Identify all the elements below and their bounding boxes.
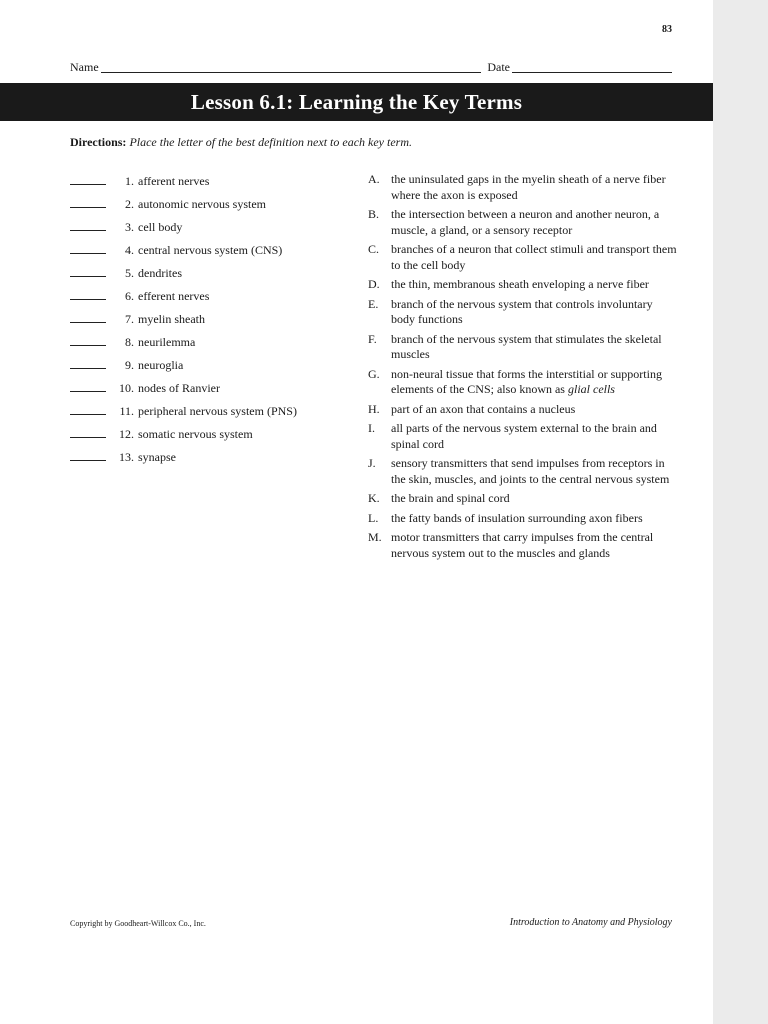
definition-letter: M. bbox=[368, 530, 382, 544]
key-terms-list bbox=[70, 174, 350, 473]
answer-blank[interactable] bbox=[70, 335, 106, 346]
definition-text bbox=[391, 402, 678, 418]
term-item bbox=[70, 243, 350, 266]
term-text: myelin sheath bbox=[138, 312, 205, 326]
term-text: afferent nerves bbox=[138, 174, 210, 188]
definition-body: motor transmitters that carry impulses from the central nervous system out to the muscles and glands bbox=[391, 530, 654, 560]
definition-item bbox=[368, 332, 678, 363]
term-item bbox=[70, 450, 350, 473]
answer-blank[interactable] bbox=[70, 174, 106, 185]
book-title: Introduction to Anatomy and Physiology bbox=[509, 917, 672, 928]
term-text: neurilemma bbox=[138, 335, 196, 349]
term-item bbox=[70, 197, 350, 220]
directions bbox=[70, 135, 670, 150]
term-text: neuroglia bbox=[138, 358, 184, 372]
term-number: 10. bbox=[119, 381, 134, 395]
term-item bbox=[70, 289, 350, 312]
term-text: peripheral nervous system (PNS) bbox=[138, 404, 297, 418]
definition-letter: G. bbox=[368, 366, 380, 381]
definition-text bbox=[391, 332, 678, 363]
definition-text bbox=[391, 277, 678, 293]
answer-blank[interactable] bbox=[70, 197, 106, 208]
title-bar bbox=[0, 83, 713, 121]
term-item bbox=[70, 335, 350, 358]
answer-blank[interactable] bbox=[70, 427, 106, 438]
definition-body: sensory transmitters that send impulses from receptors in the skin, muscles, and joints to the central nervous system bbox=[391, 456, 670, 486]
term-item bbox=[70, 381, 350, 404]
term-number: 9. bbox=[125, 358, 134, 372]
term-item bbox=[70, 358, 350, 381]
answer-blank[interactable] bbox=[70, 358, 106, 369]
answer-blank[interactable] bbox=[70, 404, 106, 415]
name-label: Name bbox=[70, 60, 99, 74]
definition-item bbox=[368, 242, 678, 273]
term-item bbox=[70, 174, 350, 197]
term-number: 3. bbox=[125, 220, 134, 234]
definition-body: the fatty bands of insulation surrounding axon fibers bbox=[391, 510, 643, 525]
term-number: 7. bbox=[125, 312, 134, 326]
term-item bbox=[70, 266, 350, 289]
date-label: Date bbox=[487, 60, 510, 74]
definition-text bbox=[391, 530, 678, 561]
directions-text: Place the letter of the best definition next to each key term. bbox=[129, 135, 413, 149]
term-text: dendrites bbox=[138, 266, 182, 280]
definition-letter: K. bbox=[368, 491, 380, 505]
definition-item bbox=[368, 297, 678, 328]
definition-item bbox=[368, 421, 678, 452]
definition-text bbox=[391, 297, 678, 328]
definition-letter: L. bbox=[368, 510, 379, 525]
margin-shade bbox=[713, 0, 768, 1024]
definition-item bbox=[368, 367, 678, 398]
date-blank-line bbox=[512, 60, 672, 73]
definition-letter: I. bbox=[368, 421, 375, 435]
term-text: central nervous system (CNS) bbox=[138, 243, 283, 257]
term-item bbox=[70, 404, 350, 427]
definition-letter: C. bbox=[368, 242, 380, 256]
definition-letter: H. bbox=[368, 401, 380, 416]
answer-blank[interactable] bbox=[70, 312, 106, 323]
name-blank-line bbox=[101, 60, 482, 73]
definition-item bbox=[368, 402, 678, 418]
definition-body: part of an axon that contains a nucleus bbox=[391, 401, 576, 416]
term-text: nodes of Ranvier bbox=[138, 381, 220, 395]
term-number: 2. bbox=[125, 197, 134, 211]
term-number: 6. bbox=[125, 289, 134, 303]
definition-letter: J. bbox=[368, 456, 376, 470]
answer-blank[interactable] bbox=[70, 266, 106, 277]
definition-body: branch of the nervous system that controls involuntary body functions bbox=[391, 296, 653, 326]
definition-body: the intersection between a neuron and another neuron, a muscle, a gland, or a sensory receptor bbox=[391, 207, 660, 237]
definition-letter: D. bbox=[368, 277, 380, 291]
definition-text bbox=[391, 421, 678, 452]
answer-blank[interactable] bbox=[70, 381, 106, 392]
definition-body: branch of the nervous system that stimulates the skeletal muscles bbox=[391, 331, 662, 361]
definition-text bbox=[391, 172, 678, 203]
definition-item bbox=[368, 491, 678, 507]
page-number: 83 bbox=[662, 24, 672, 35]
definitions-list bbox=[368, 172, 678, 565]
definition-italic-term: glial cells bbox=[567, 382, 615, 396]
definition-text bbox=[391, 491, 678, 507]
term-text: synapse bbox=[138, 450, 176, 464]
term-text: cell body bbox=[138, 220, 183, 234]
answer-blank[interactable] bbox=[70, 289, 106, 300]
definition-letter: F. bbox=[368, 331, 377, 346]
term-number: 12. bbox=[119, 427, 134, 441]
definition-item bbox=[368, 456, 678, 487]
term-number: 1. bbox=[125, 174, 134, 188]
term-number: 8. bbox=[125, 335, 134, 349]
page-title: Lesson 6.1: Learning the Key Terms bbox=[190, 89, 523, 114]
definition-text bbox=[391, 207, 678, 238]
definition-body: branches of a neuron that collect stimuli and transport them to the cell body bbox=[391, 242, 677, 272]
definition-item bbox=[368, 172, 678, 203]
definition-item bbox=[368, 530, 678, 561]
definition-item bbox=[368, 511, 678, 527]
term-number: 11. bbox=[119, 404, 134, 418]
definition-letter: E. bbox=[368, 296, 379, 311]
term-item bbox=[70, 312, 350, 335]
definition-text bbox=[391, 367, 678, 398]
term-number: 13. bbox=[119, 450, 134, 464]
definition-item bbox=[368, 277, 678, 293]
term-item bbox=[70, 427, 350, 450]
definition-body: all parts of the nervous system external to the brain and spinal cord bbox=[391, 421, 657, 451]
definition-letter: A. bbox=[368, 172, 380, 186]
definition-text bbox=[391, 456, 678, 487]
term-number: 4. bbox=[125, 243, 134, 257]
term-text: efferent nerves bbox=[138, 289, 210, 303]
name-date-row bbox=[70, 60, 672, 75]
definition-body: the brain and spinal cord bbox=[391, 491, 510, 505]
term-text: somatic nervous system bbox=[138, 427, 253, 441]
definition-body: the thin, membranous sheath enveloping a nerve fiber bbox=[391, 277, 649, 291]
definition-letter: B. bbox=[368, 207, 380, 221]
answer-blank[interactable] bbox=[70, 243, 106, 254]
definition-text bbox=[391, 511, 678, 527]
directions-label: Directions: bbox=[70, 135, 127, 149]
copyright-notice: Copyright by Goodheart-Willcox Co., Inc. bbox=[70, 919, 206, 928]
term-text: autonomic nervous system bbox=[138, 197, 266, 211]
definition-item bbox=[368, 207, 678, 238]
term-number: 5. bbox=[125, 266, 134, 280]
answer-blank[interactable] bbox=[70, 220, 106, 231]
definition-body: non-neural tissue that forms the interstitial or supporting elements of the CNS; also known as bbox=[391, 366, 662, 396]
answer-blank[interactable] bbox=[70, 450, 106, 461]
term-item bbox=[70, 220, 350, 243]
definition-text bbox=[391, 242, 678, 273]
definition-body: the uninsulated gaps in the myelin sheath of a nerve fiber where the axon is exposed bbox=[391, 172, 666, 202]
